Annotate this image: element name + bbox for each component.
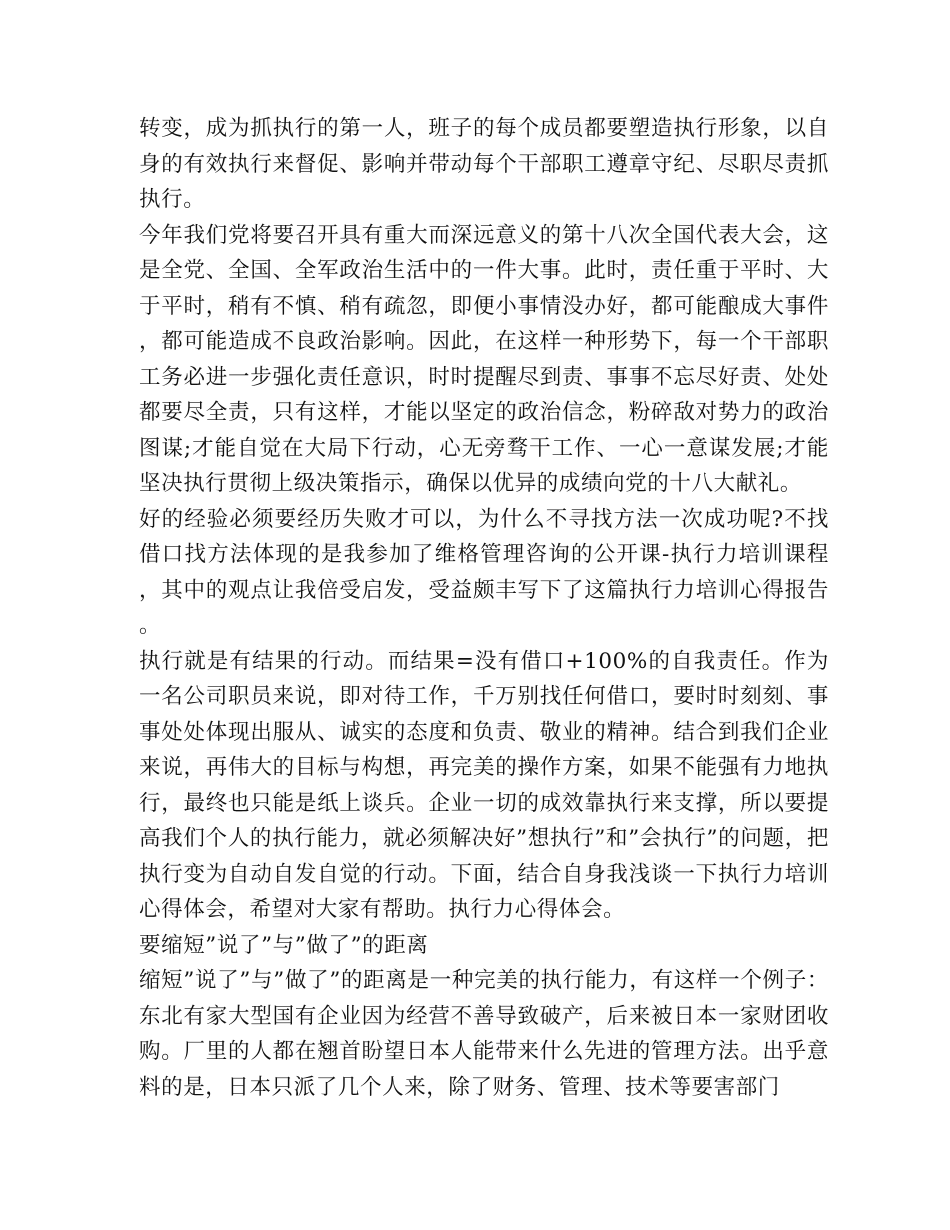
document-body: [139, 111, 829, 1105]
paragraph-5: 缩短”说了”与”做了”的距离是一种完美的执行能力，有这样一个例子：东北有家大型国有企业因为经营不善导致破产，后来被日本一家财团收购。厂里的人都在翘首盼望日本人能带来什么先进的管理方法。出乎意料的是，日本只派了几个人来，除了财务、管理、技术等要害部门: [139, 968, 829, 1100]
paragraph-3: 好的经验必须要经历失败才可以，为什么不寻找方法一次成功呢?不找借口找方法体现的是我参加了维格管理咨询的公开课-执行力培训课程，其中的观点让我倍受启发，受益颇丰写下了这篇执行力培训心得报告。: [139, 506, 829, 638]
paragraph-4: 执行就是有结果的行动。而结果=没有借口+100%的自我责任。作为一名公司职员来说，即对待工作，千万别找任何借口，要时时刻刻、事事处处体现出服从、诚实的态度和负责、敬业的精神。结合到我们企业来说，再伟大的目标与构想，再完美的操作方案，如果不能强有力地执行，最终也只能是纸上谈兵。企业一切的成效靠执行来支撑，所以要提高我们个人的执行能力，就必须解决好”想执行”和”会执行”的问题，把执行变为自动自发自觉的行动。下面，结合自身我浅谈一下执行力培训心得体会，希望对大家有帮助。执行力心得体会。: [139, 648, 829, 922]
section-heading: 要缩短”说了”与”做了”的距离: [139, 932, 429, 958]
paragraph-2: 今年我们党将要召开具有重大而深远意义的第十八次全国代表大会，这是全党、全国、全军政治生活中的一件大事。此时，责任重于平时、大于平时，稍有不慎、稍有疏忽，即便小事情没办好，都可能酿成大事件，都可能造成不良政治影响。因此，在这样一种形势下，每一个干部职工务必进一步强化责任意识，时时提醒尽到责、事事不忘尽好责、处处都要尽全责，只有这样，才能以坚定的政治信念，粉碎敌对势力的政治图谋;才能自觉在大局下行动，心无旁骛干工作、一心一意谋发展;才能坚决执行贯彻上级决策指示，确保以优异的成绩向党的十八大献礼。: [139, 222, 829, 496]
paragraph-1: 转变，成为抓执行的第一人，班子的每个成员都要塑造执行形象，以自身的有效执行来督促、影响并带动每个干部职工遵章守纪、尽职尽责抓执行。: [139, 116, 829, 212]
